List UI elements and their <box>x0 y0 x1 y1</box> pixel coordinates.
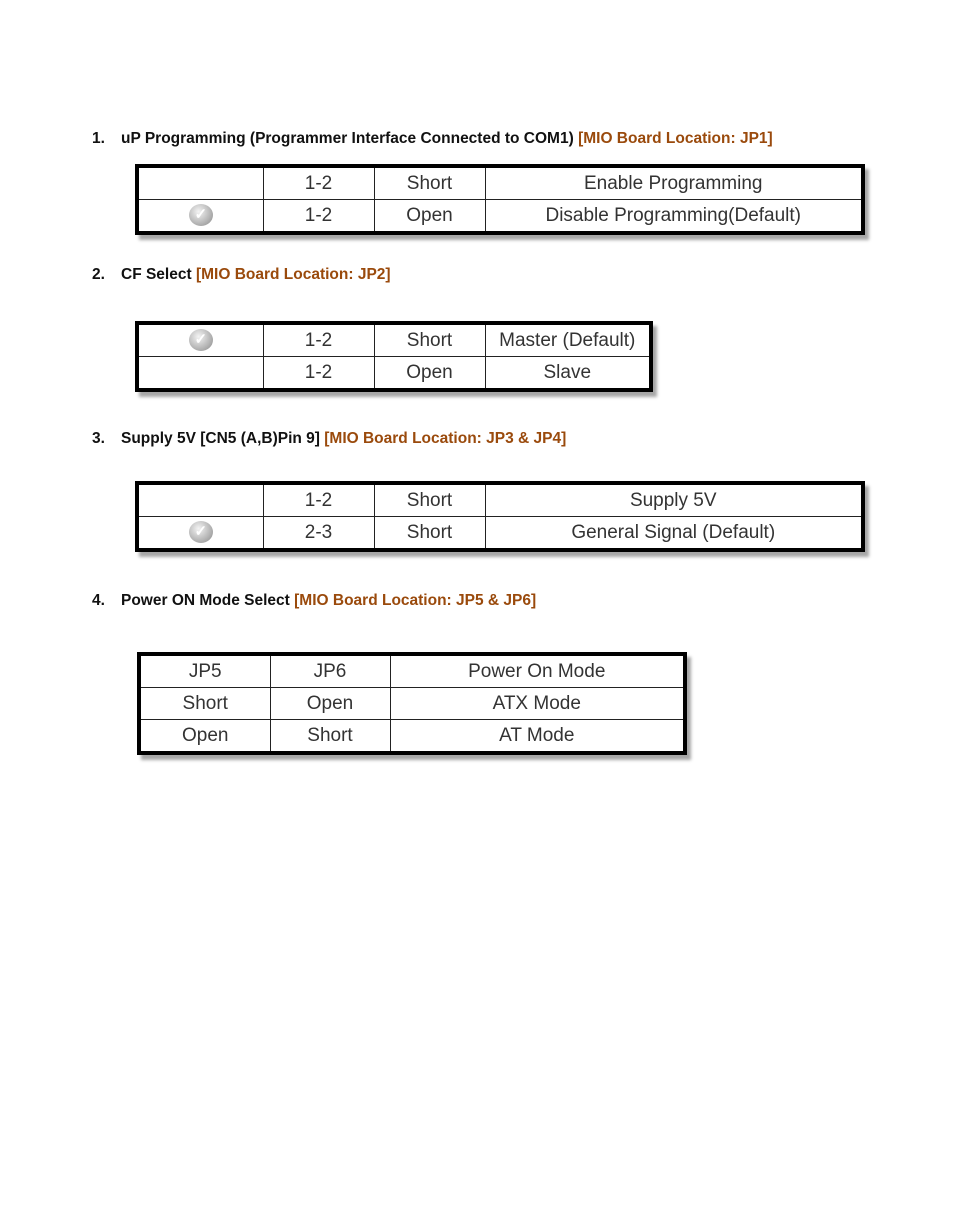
table-row <box>137 483 863 517</box>
jumper-table-jp1 <box>135 164 865 235</box>
board-location: [MIO Board Location: JP3 & JP4] <box>324 430 567 447</box>
mode-cell: AT Mode <box>390 720 685 754</box>
check-cell <box>137 166 263 200</box>
check-cell <box>137 483 263 517</box>
state-cell: Short <box>374 517 485 551</box>
board-location: [MIO Board Location: JP1] <box>578 130 773 147</box>
table-row <box>137 517 863 551</box>
check-cell <box>137 323 263 357</box>
jp5-cell: Short <box>139 688 270 720</box>
section-number: 1. <box>92 130 105 147</box>
section-1-heading <box>92 130 773 148</box>
state-cell: Short <box>374 166 485 200</box>
section-number: 2. <box>92 266 105 283</box>
pins-cell: 2-3 <box>263 517 374 551</box>
pins-cell: 1-2 <box>263 323 374 357</box>
section-title: Supply 5V [CN5 (A,B)Pin 9] <box>121 430 320 447</box>
section-2-heading <box>92 266 391 284</box>
state-cell: Short <box>374 483 485 517</box>
pins-cell: 1-2 <box>263 166 374 200</box>
table-row <box>137 166 863 200</box>
description-cell: Slave <box>485 357 651 391</box>
description-cell: Supply 5V <box>485 483 863 517</box>
table-row <box>137 200 863 234</box>
check-cell <box>137 517 263 551</box>
pins-cell: 1-2 <box>263 200 374 234</box>
description-cell: Enable Programming <box>485 166 863 200</box>
section-number: 4. <box>92 592 105 609</box>
power-mode-table <box>137 652 687 755</box>
header-cell: JP6 <box>270 654 390 688</box>
state-cell: Short <box>374 323 485 357</box>
section-title: Power ON Mode Select <box>121 592 290 609</box>
section-4-heading <box>92 592 536 610</box>
table-row <box>137 357 651 391</box>
header-cell: Power On Mode <box>390 654 685 688</box>
table-row <box>139 688 685 720</box>
jp6-cell: Open <box>270 688 390 720</box>
table-row <box>139 720 685 754</box>
state-cell: Open <box>374 357 485 391</box>
pins-cell: 1-2 <box>263 357 374 391</box>
check-cell <box>137 357 263 391</box>
section-title: uP Programming (Programmer Interface Connected to COM1) <box>121 130 574 147</box>
jp6-cell: Short <box>270 720 390 754</box>
check-circle-icon: ✓ <box>189 521 213 543</box>
table-row <box>137 323 651 357</box>
table-header-row <box>139 654 685 688</box>
jp5-cell: Open <box>139 720 270 754</box>
pins-cell: 1-2 <box>263 483 374 517</box>
check-circle-icon: ✓ <box>189 204 213 226</box>
jumper-table-jp3-jp4 <box>135 481 865 552</box>
board-location: [MIO Board Location: JP5 & JP6] <box>294 592 537 609</box>
state-cell: Open <box>374 200 485 234</box>
description-cell: Master (Default) <box>485 323 651 357</box>
check-cell <box>137 200 263 234</box>
description-cell: Disable Programming(Default) <box>485 200 863 234</box>
section-title: CF Select <box>121 266 192 283</box>
section-number: 3. <box>92 430 105 447</box>
board-location: [MIO Board Location: JP2] <box>195 266 391 283</box>
jumper-table-jp2 <box>135 321 653 392</box>
section-3-heading <box>92 430 566 448</box>
description-cell: General Signal (Default) <box>485 517 863 551</box>
header-cell: JP5 <box>139 654 270 688</box>
check-circle-icon: ✓ <box>189 329 213 351</box>
mode-cell: ATX Mode <box>390 688 685 720</box>
